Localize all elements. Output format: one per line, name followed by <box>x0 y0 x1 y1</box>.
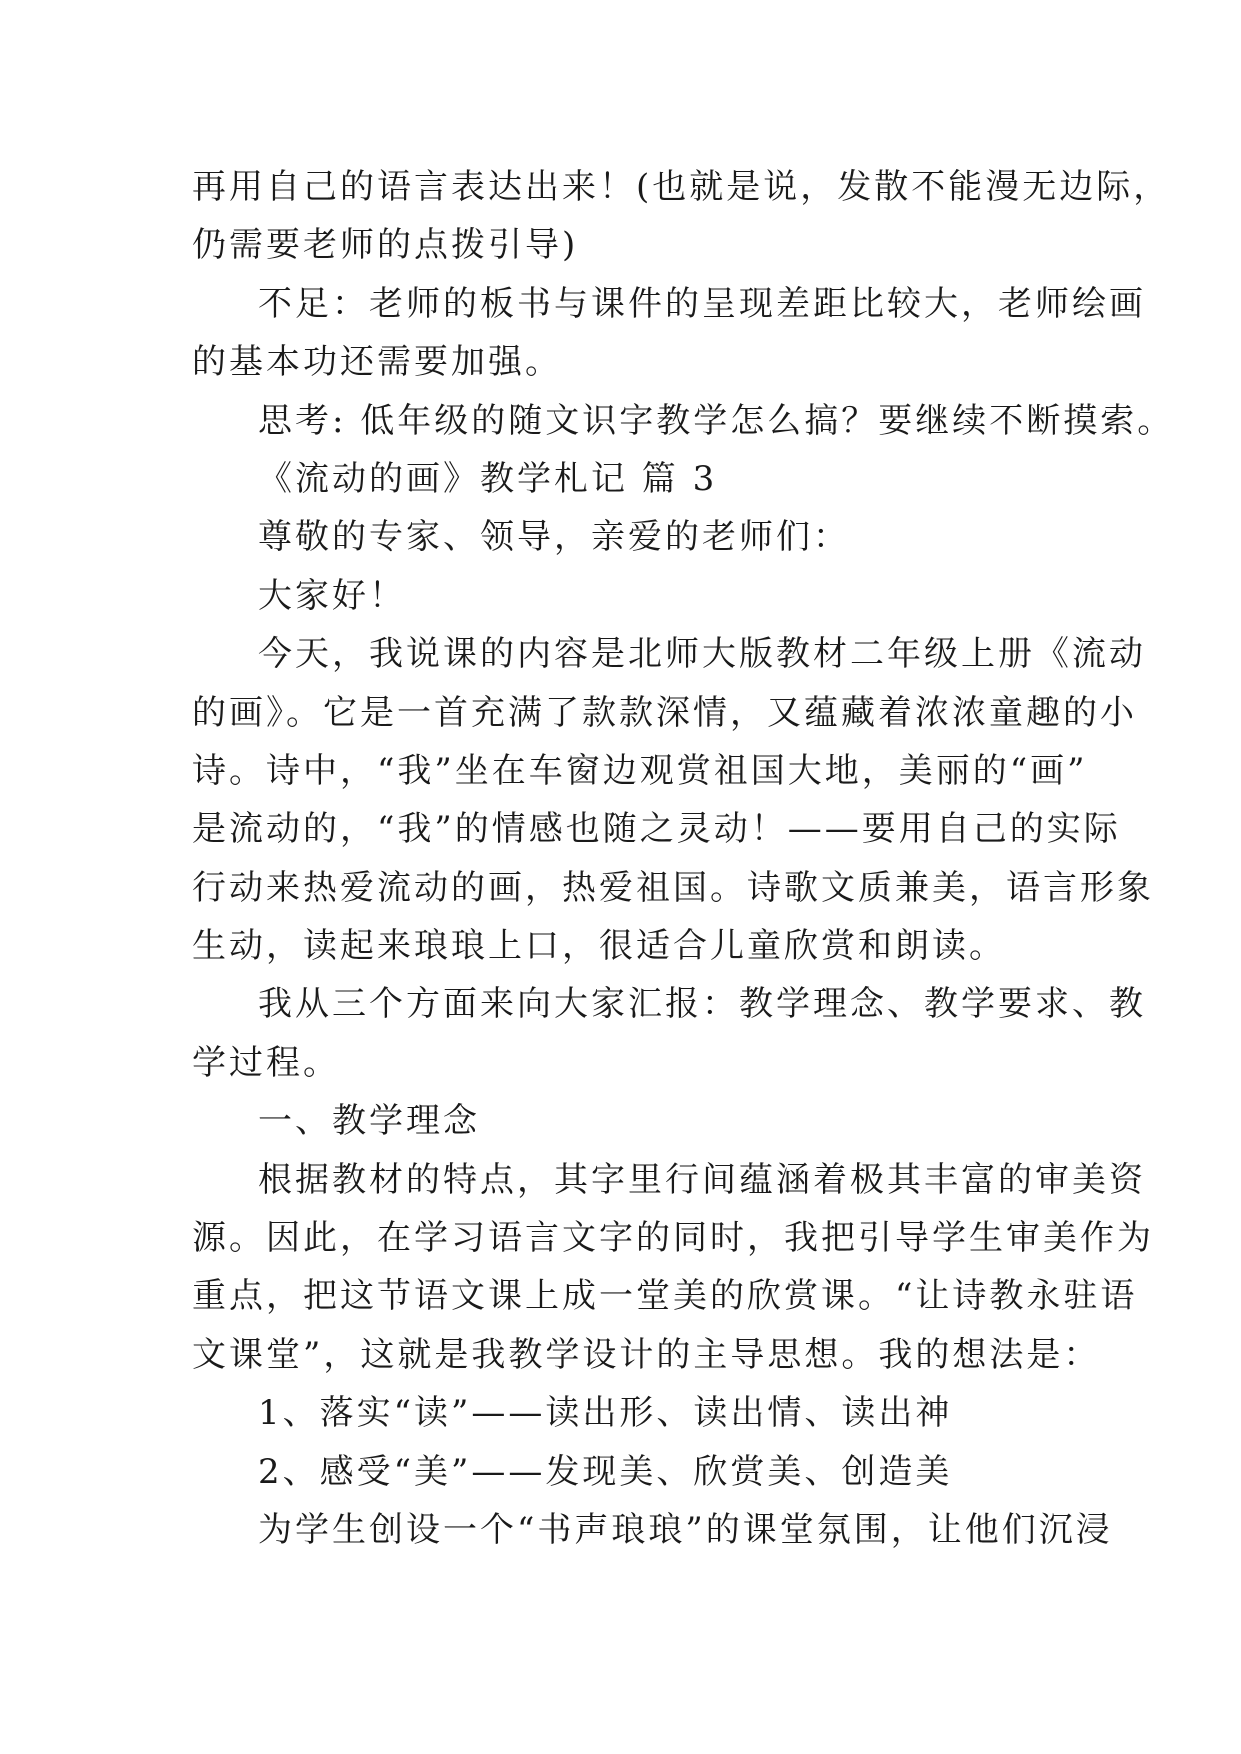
text-line: 源。因此，在学习语言文字的同时，我把引导学生审美作为 <box>192 1218 1154 1259</box>
text-line: 是流动的，“我”的情感也随之灵动！——要用自己的实际 <box>192 809 1121 850</box>
list-item: 1、落实“读”——读出形、读出情、读出神 <box>258 1393 953 1434</box>
subsection-heading: 一、教学理念 <box>258 1101 480 1142</box>
text-line: 诗。诗中，“我”坐在车窗边观赏祖国大地，美丽的“画” <box>192 750 1088 791</box>
text-line: 行动来热爱流动的画，热爱祖国。诗歌文质兼美，语言形象 <box>192 867 1154 908</box>
text-line: 思考: 低年级的随文识字教学怎么搞？要继续不断摸索。 <box>258 400 1175 441</box>
text-line: 今天，我说课的内容是北师大版教材二年级上册《流动 <box>258 634 1146 675</box>
text-line: 重点，把这节语文课上成一堂美的欣赏课。“让诗教永驻语 <box>192 1276 1138 1317</box>
text-line: 为学生创设一个“书声琅琅”的课堂氛围，让他们沉浸 <box>258 1509 1113 1550</box>
text-line: 大家好！ <box>258 575 406 616</box>
text-line: 生动，读起来琅琅上口，很适合儿童欣赏和朗读。 <box>192 926 1006 967</box>
text-line: 的画》。它是一首充满了款款深情，又蕴藏着浓浓童趣的小 <box>192 692 1137 733</box>
text-line: 尊敬的专家、领导，亲爱的老师们： <box>258 517 850 558</box>
section-heading: 《流动的画》教学札记 篇 3 <box>258 458 718 499</box>
text-line: 学过程。 <box>192 1042 340 1083</box>
text-line: 的基本功还需要加强。 <box>192 342 562 383</box>
text-line: 根据教材的特点，其字里行间蕴涵着极其丰富的审美资 <box>258 1159 1146 1200</box>
text-line: 再用自己的语言表达出来！(也就是说，发散不能漫无边际， <box>192 167 1171 207</box>
list-item: 2、感受“美”——发现美、欣赏美、创造美 <box>258 1451 953 1492</box>
text-line: 仍需要老师的点拨引导) <box>192 225 579 266</box>
document-body <box>192 158 1175 1559</box>
text-line: 不足：老师的板书与课件的呈现差距比较大，老师绘画 <box>258 283 1146 324</box>
text-line: 文课堂”，这就是我教学设计的主导思想。我的想法是： <box>192 1334 1101 1375</box>
text-line: 我从三个方面来向大家汇报：教学理念、教学要求、教 <box>258 984 1146 1025</box>
